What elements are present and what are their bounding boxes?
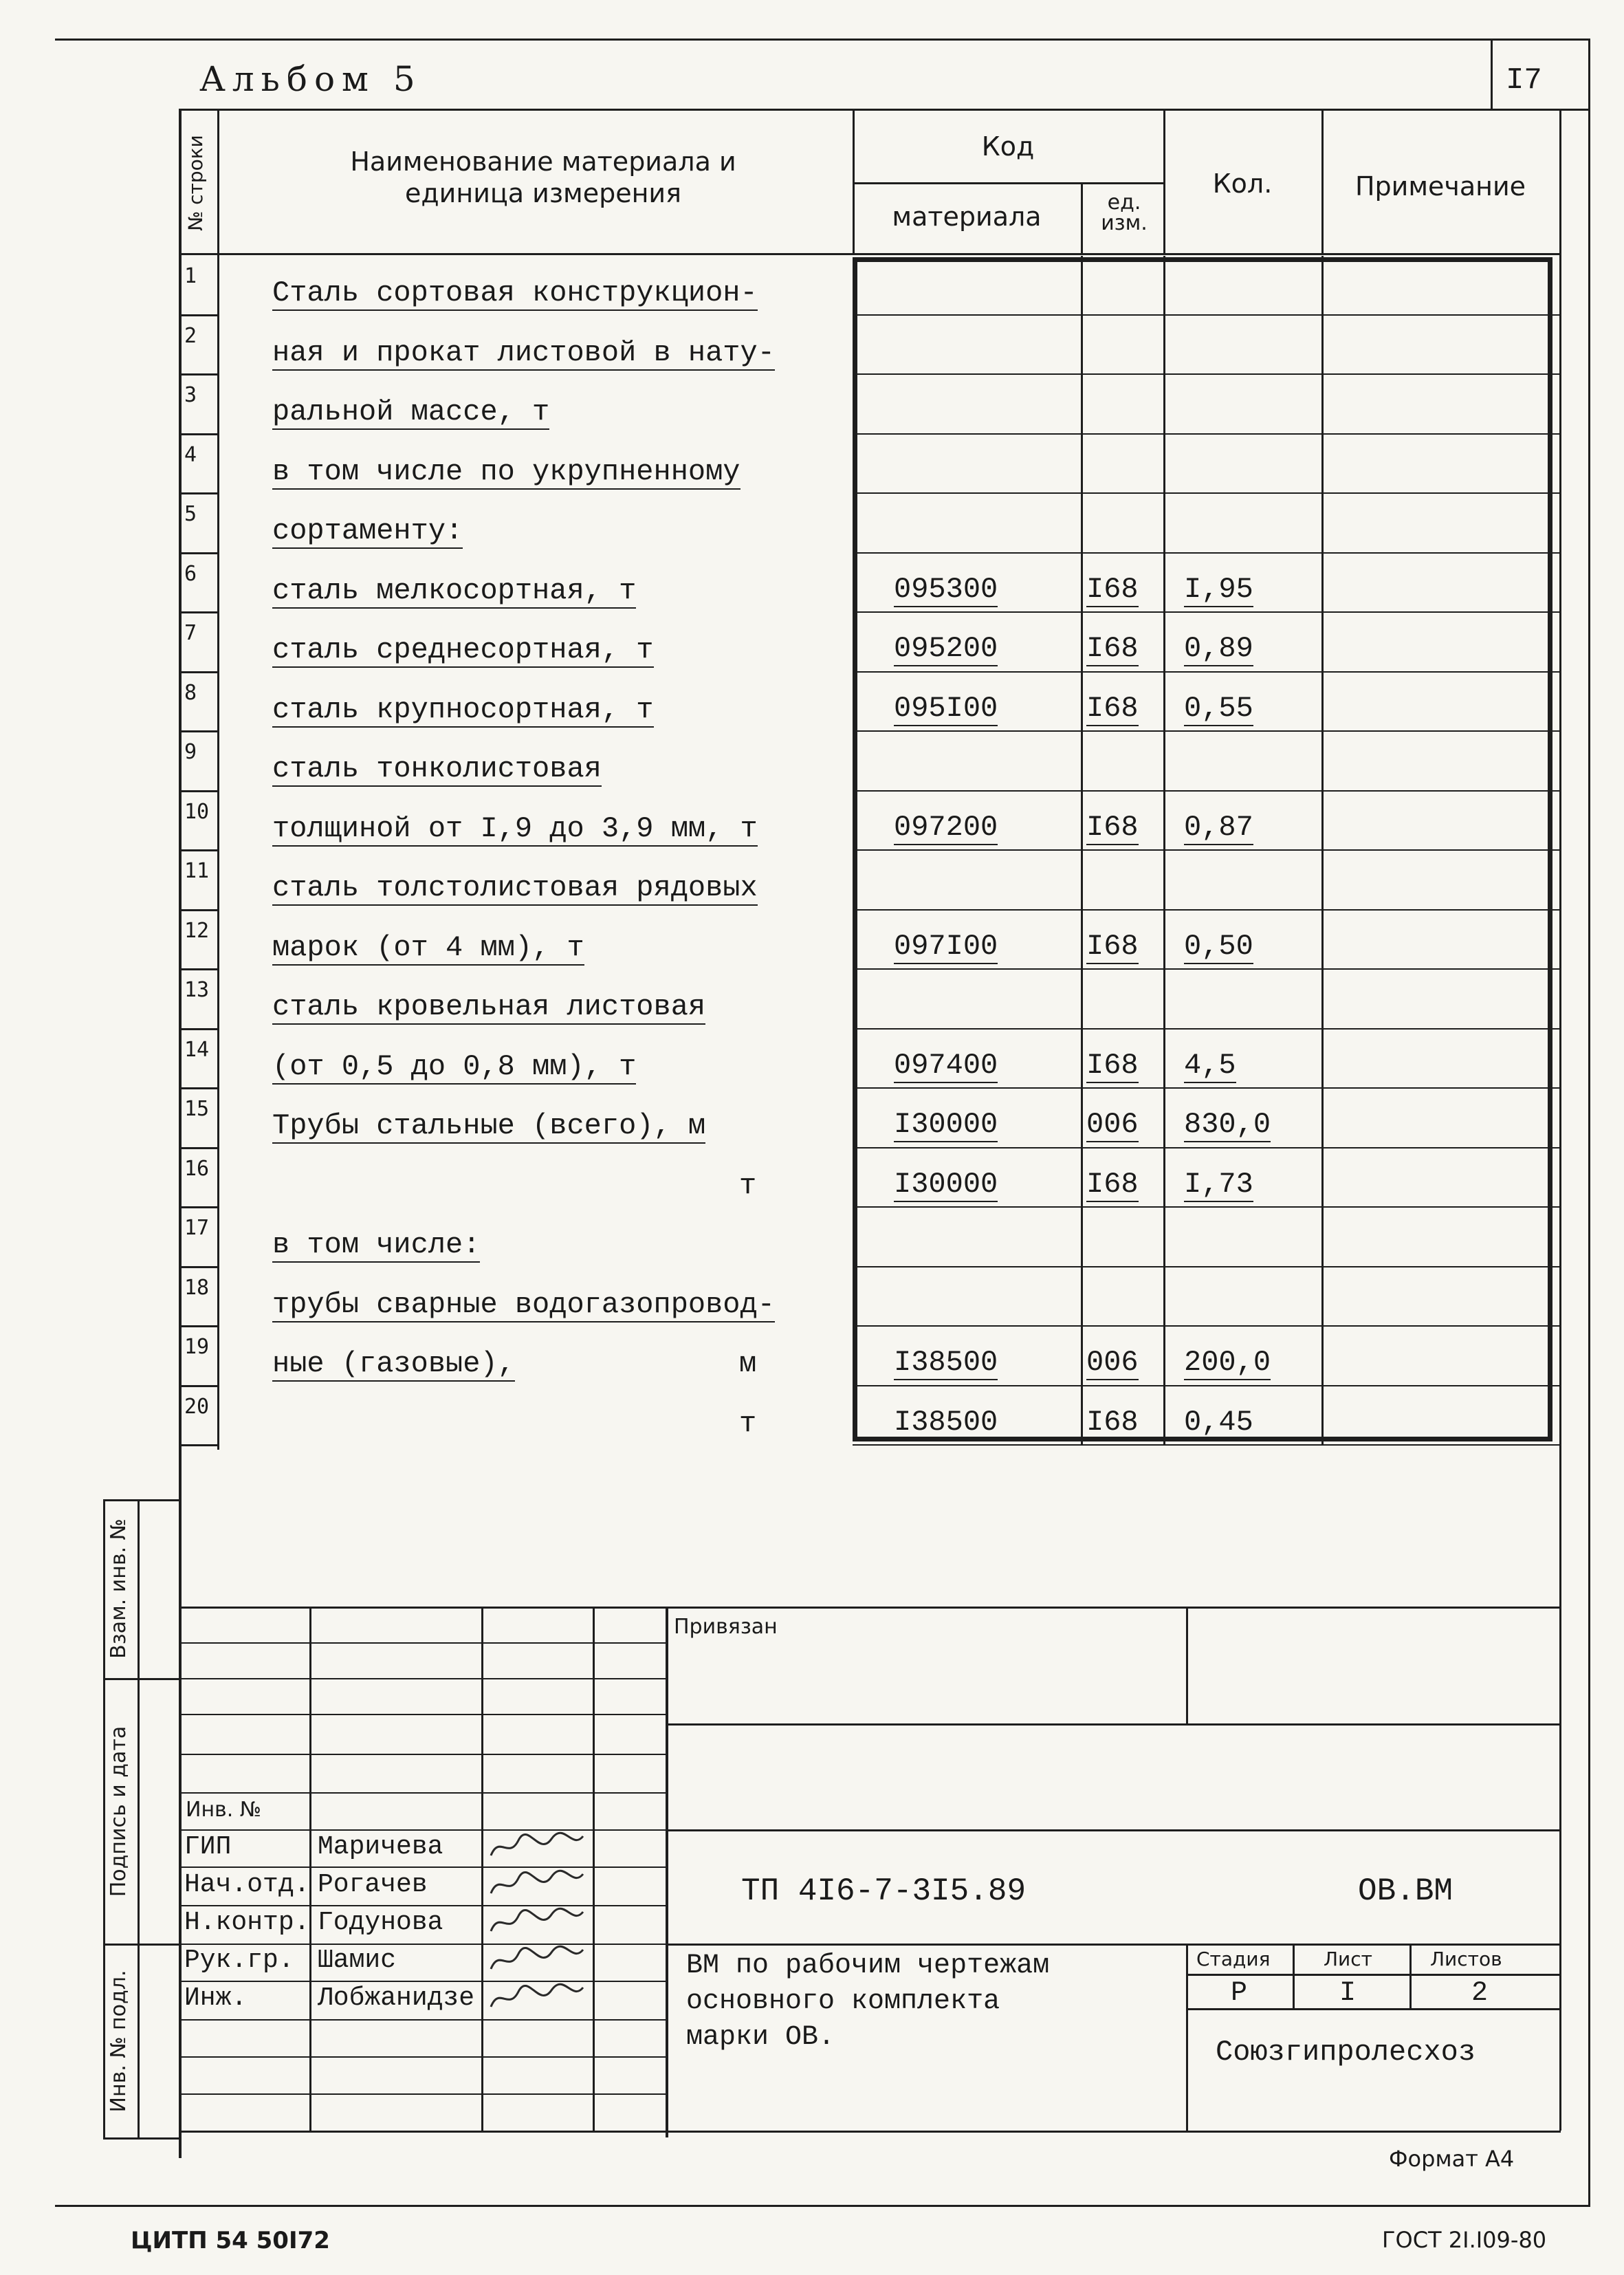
side-sep-1 bbox=[103, 1678, 181, 1680]
stamp-role: Н.контр. bbox=[184, 1908, 310, 1937]
row-separator bbox=[181, 1325, 219, 1327]
doc-mark: ОВ.ВМ bbox=[1358, 1873, 1453, 1909]
stamp-grid-row bbox=[181, 1642, 666, 1644]
stamp-person-name: Шамис bbox=[318, 1946, 397, 1975]
doc-title-2: основного комплекта bbox=[686, 1986, 1000, 2017]
row-name: сталь среднесортная, т bbox=[272, 633, 654, 666]
stamp-org-div bbox=[1186, 1944, 1188, 2131]
side-col-right bbox=[138, 1499, 140, 2139]
row-number: 18 bbox=[184, 1275, 210, 1300]
table-left bbox=[179, 109, 182, 2158]
row-separator bbox=[181, 1444, 219, 1446]
row-qty: I,95 bbox=[1184, 572, 1253, 606]
row-separator bbox=[853, 1444, 1561, 1446]
row-qty: 0,50 bbox=[1184, 929, 1253, 963]
row-code: 097400 bbox=[894, 1048, 998, 1082]
signature-scribble bbox=[485, 1829, 589, 1865]
row-name-unit: м bbox=[739, 1347, 757, 1380]
header-code-material: материала bbox=[892, 202, 1042, 232]
footer-right: ГОСТ 2I.I09-80 bbox=[1382, 2227, 1547, 2253]
sheet-label: Лист bbox=[1324, 1948, 1372, 1970]
col-num-line bbox=[217, 109, 219, 1450]
stamp-role: ГИП bbox=[184, 1832, 232, 1862]
sheet-box-left bbox=[1491, 39, 1493, 109]
row-separator bbox=[181, 1206, 219, 1208]
stamp-grid-row bbox=[181, 1944, 666, 1945]
row-unit: 006 bbox=[1086, 1108, 1139, 1141]
row-code: 097200 bbox=[894, 810, 998, 844]
inv-no-label: Инв. № bbox=[186, 1798, 262, 1822]
row-unit: I68 bbox=[1086, 632, 1139, 665]
row-separator bbox=[181, 552, 219, 554]
header-name: Наименование материала и единица измерения bbox=[350, 146, 736, 208]
doc-title-1: ВМ по рабочим чертежам bbox=[686, 1950, 1050, 1981]
row-name: сталь кровельная листовая bbox=[272, 990, 706, 1023]
privyazan-label: Привязан bbox=[674, 1615, 778, 1639]
row-separator bbox=[181, 671, 219, 673]
row-number: 15 bbox=[184, 1097, 210, 1121]
header-note: Примечание bbox=[1354, 171, 1526, 202]
stage-value: Р bbox=[1231, 1978, 1248, 2009]
stamp-grid-col bbox=[309, 1607, 311, 2131]
row-number: 8 bbox=[184, 680, 197, 705]
row-separator bbox=[181, 1385, 219, 1387]
stamp-grid-row bbox=[181, 2019, 666, 2021]
row-name: марок (от 4 мм), т bbox=[272, 930, 584, 964]
bottom-border bbox=[55, 2205, 1590, 2207]
row-number: 12 bbox=[184, 918, 210, 943]
row-number: 11 bbox=[184, 859, 210, 883]
row-name: Сталь сортовая конструкцион- bbox=[272, 276, 758, 309]
header-row-no: № строки bbox=[184, 135, 207, 231]
sheets-value: 2 bbox=[1471, 1978, 1489, 2009]
row-code: 097I00 bbox=[894, 929, 998, 963]
doc-title-3: марки ОВ. bbox=[686, 2022, 835, 2053]
format-label: Формат А4 bbox=[1389, 2146, 1515, 2172]
row-separator bbox=[181, 968, 219, 970]
side-label-podpis: Подпись и дата bbox=[107, 1726, 131, 1897]
row-code: 095I00 bbox=[894, 691, 998, 725]
row-separator bbox=[181, 1087, 219, 1089]
stamp-role: Рук.гр. bbox=[184, 1946, 294, 1975]
side-sep-bottom bbox=[103, 2137, 181, 2140]
row-separator bbox=[181, 790, 219, 792]
row-code: 095300 bbox=[894, 572, 998, 606]
row-separator bbox=[181, 433, 219, 435]
stamp-grid-row bbox=[181, 1678, 666, 1679]
row-number: 20 bbox=[184, 1394, 210, 1419]
row-name: в том числе по укрупненному bbox=[272, 455, 740, 488]
stamp-grid-row bbox=[181, 1829, 666, 1831]
stamp-hl-1 bbox=[666, 1723, 1561, 1726]
row-separator bbox=[181, 611, 219, 613]
signature-scribble bbox=[485, 1867, 589, 1903]
stamp-div-2 bbox=[1186, 1607, 1188, 1723]
row-number: 14 bbox=[184, 1037, 210, 1062]
header-qty: Кол. bbox=[1212, 168, 1273, 199]
row-number: 9 bbox=[184, 740, 197, 764]
stamp-stage-hl bbox=[1186, 1974, 1561, 1976]
doc-code: ТП 4I6-7-3I5.89 bbox=[741, 1873, 1027, 1909]
stamp-stage-v2 bbox=[1409, 1944, 1412, 2008]
row-separator bbox=[181, 1147, 219, 1149]
row-qty: 0,89 bbox=[1184, 632, 1253, 665]
row-code: 095200 bbox=[894, 632, 998, 665]
header-code-unit: ед. изм. bbox=[1101, 191, 1148, 235]
row-separator bbox=[181, 849, 219, 851]
stamp-person-name: Годунова bbox=[318, 1908, 443, 1937]
row-qty: 0,55 bbox=[1184, 691, 1253, 725]
stamp-person-name: Рогачев bbox=[318, 1870, 428, 1900]
row-separator bbox=[181, 730, 219, 732]
row-name: сталь тонколистовая bbox=[272, 752, 602, 785]
stamp-div-1 bbox=[666, 1607, 668, 2137]
row-name: Трубы стальные (всего), м bbox=[272, 1109, 706, 1142]
row-name: трубы сварные водогазопровод- bbox=[272, 1287, 775, 1321]
row-code: I30000 bbox=[894, 1108, 998, 1141]
stamp-bottom bbox=[181, 2131, 1561, 2133]
row-name: ральной массе, т bbox=[272, 395, 550, 428]
side-label-inv: Инв. № подл. bbox=[107, 1970, 131, 2113]
stamp-role: Инж. bbox=[184, 1983, 248, 2013]
row-number: 17 bbox=[184, 1216, 210, 1240]
row-unit: I68 bbox=[1086, 1167, 1139, 1201]
row-qty: 4,5 bbox=[1184, 1048, 1236, 1082]
side-sep-2 bbox=[103, 1944, 181, 1946]
row-qty: 0,45 bbox=[1184, 1405, 1253, 1439]
header-bottom bbox=[179, 253, 1561, 255]
stamp-grid-row bbox=[181, 1905, 666, 1906]
code-block-frame bbox=[853, 257, 1552, 1441]
row-name: т bbox=[739, 1406, 757, 1440]
stage-label: Стадия bbox=[1196, 1948, 1271, 1970]
row-name: сталь толстолистовая рядовых bbox=[272, 871, 758, 904]
row-number: 2 bbox=[184, 323, 197, 348]
stamp-person-name: Лобжанидзе bbox=[318, 1983, 475, 2013]
stamp-top bbox=[181, 1607, 1561, 1609]
stamp-grid-row bbox=[181, 1866, 666, 1868]
row-name: ная и прокат листовой в нату- bbox=[272, 336, 775, 369]
table-top bbox=[179, 109, 1588, 111]
signature-scribble bbox=[485, 1981, 589, 2016]
table-right-thin bbox=[1559, 109, 1561, 2131]
stamp-stage-v1 bbox=[1293, 1944, 1295, 2008]
row-number: 1 bbox=[184, 264, 197, 288]
row-code: I38500 bbox=[894, 1405, 998, 1439]
row-number: 7 bbox=[184, 621, 197, 645]
row-qty: I,73 bbox=[1184, 1167, 1253, 1201]
col-unit-line bbox=[1081, 182, 1083, 253]
row-name: сортаменту: bbox=[272, 514, 463, 547]
row-unit: 006 bbox=[1086, 1346, 1139, 1379]
row-qty: 0,87 bbox=[1184, 810, 1253, 844]
row-code: I38500 bbox=[894, 1346, 998, 1379]
row-unit: I68 bbox=[1086, 929, 1139, 963]
row-code: I30000 bbox=[894, 1167, 998, 1201]
side-col-left bbox=[103, 1499, 105, 2139]
stamp-grid-row bbox=[181, 1981, 666, 1982]
stamp-grid-row bbox=[181, 2093, 666, 2095]
footer-left: ЦИТП 54 50I72 bbox=[131, 2227, 330, 2254]
row-name: ные (газовые), bbox=[272, 1347, 515, 1380]
row-number: 6 bbox=[184, 561, 197, 586]
top-border bbox=[55, 39, 1588, 41]
stamp-hl-2 bbox=[666, 1829, 1561, 1831]
row-name: т bbox=[739, 1168, 757, 1202]
row-name: сталь мелкосортная, т bbox=[272, 574, 637, 607]
row-unit: I68 bbox=[1086, 1048, 1139, 1082]
row-name: (от 0,5 до 0,8 мм), т bbox=[272, 1049, 637, 1083]
row-number: 13 bbox=[184, 978, 210, 1002]
album-title: Альбом 5 bbox=[199, 59, 422, 99]
row-unit: I68 bbox=[1086, 691, 1139, 725]
row-name: сталь крупносортная, т bbox=[272, 693, 654, 726]
row-separator bbox=[181, 492, 219, 494]
header-code: Код bbox=[981, 131, 1035, 162]
row-separator bbox=[181, 373, 219, 375]
org-name: Союзгипролесхоз bbox=[1216, 2036, 1476, 2069]
right-border bbox=[1588, 39, 1590, 2205]
stamp-grid-row bbox=[181, 1714, 666, 1715]
stamp-grid-row bbox=[181, 2056, 666, 2058]
row-unit: I68 bbox=[1086, 810, 1139, 844]
stamp-person-name: Маричева bbox=[318, 1832, 443, 1862]
signature-scribble bbox=[485, 1905, 589, 1941]
row-separator bbox=[181, 1028, 219, 1030]
row-separator bbox=[181, 1266, 219, 1268]
side-label-vzam: Взам. инв. № bbox=[107, 1519, 131, 1659]
row-number: 4 bbox=[184, 442, 197, 467]
stamp-grid-col bbox=[593, 1607, 595, 2131]
sheet-value: I bbox=[1339, 1978, 1357, 2009]
row-unit: I68 bbox=[1086, 572, 1139, 606]
stamp-grid-row bbox=[181, 1792, 666, 1794]
sheets-label: Листов bbox=[1430, 1948, 1502, 1970]
row-qty: 830,0 bbox=[1184, 1108, 1271, 1141]
row-number: 5 bbox=[184, 502, 197, 526]
row-qty: 200,0 bbox=[1184, 1346, 1271, 1379]
stamp-role: Нач.отд. bbox=[184, 1870, 310, 1900]
stamp-grid-col bbox=[481, 1607, 483, 2131]
row-separator bbox=[181, 909, 219, 911]
sheet-number: I7 bbox=[1506, 63, 1542, 98]
stamp-grid-row bbox=[181, 1754, 666, 1755]
row-number: 10 bbox=[184, 799, 210, 824]
side-sep-top bbox=[103, 1499, 181, 1501]
row-name: толщиной от I,9 до 3,9 мм, т bbox=[272, 812, 758, 845]
row-name: в том числе: bbox=[272, 1228, 481, 1261]
stamp-hl-3 bbox=[666, 1944, 1561, 1946]
row-separator bbox=[181, 314, 219, 316]
row-number: 16 bbox=[184, 1156, 210, 1181]
signature-scribble bbox=[485, 1943, 589, 1979]
row-unit: I68 bbox=[1086, 1405, 1139, 1439]
row-number: 3 bbox=[184, 383, 197, 407]
header-code-sub bbox=[853, 182, 1163, 184]
row-number: 19 bbox=[184, 1335, 210, 1359]
